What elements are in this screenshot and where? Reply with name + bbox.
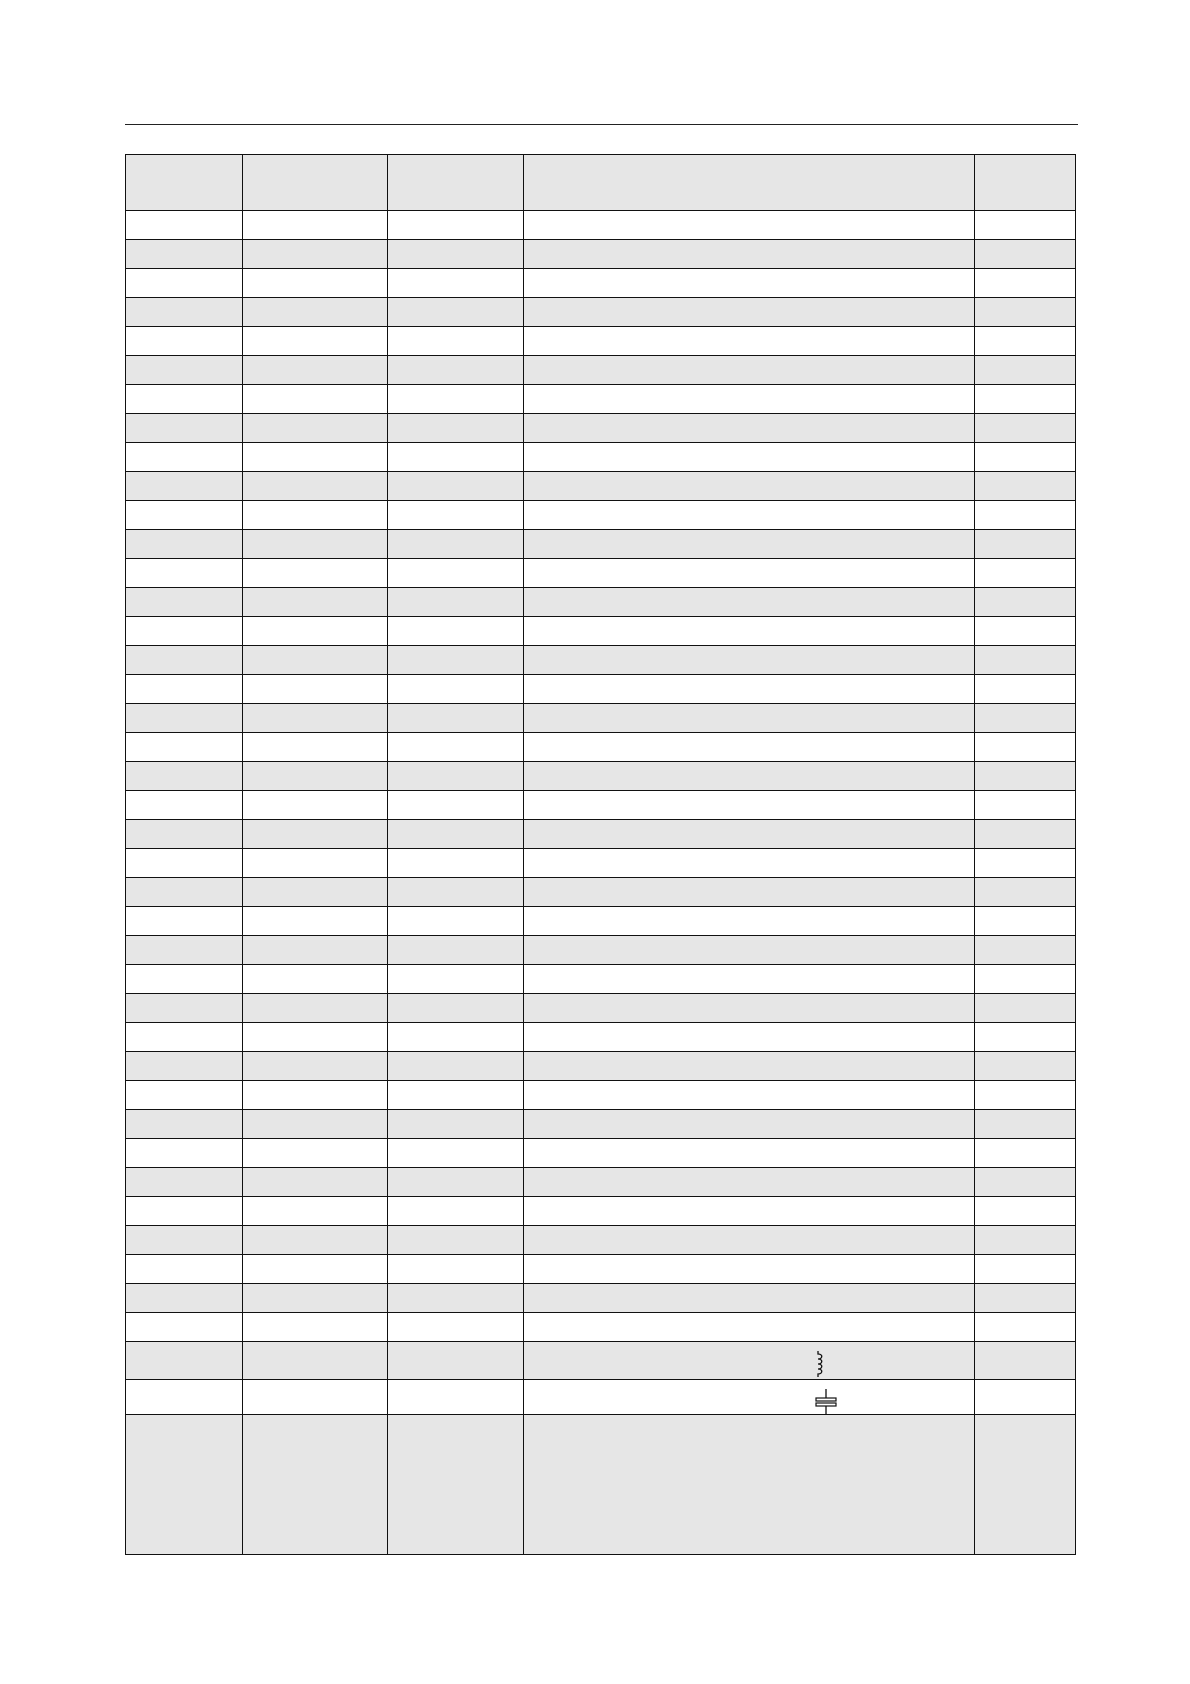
table-cell (126, 1023, 243, 1052)
table-row (126, 240, 1076, 269)
table-cell (524, 1052, 975, 1081)
table-cell (388, 733, 524, 762)
table-cell (975, 1284, 1076, 1313)
table-cell (975, 907, 1076, 936)
table-cell (243, 907, 388, 936)
table-row (126, 1052, 1076, 1081)
table-cell (524, 559, 975, 588)
table-row (126, 327, 1076, 356)
table-cell (975, 762, 1076, 791)
table-cell (243, 559, 388, 588)
table-cell (126, 1380, 243, 1415)
table-row (126, 646, 1076, 675)
table-cell (388, 385, 524, 414)
parts-table (125, 154, 1076, 1555)
table-cell (975, 414, 1076, 443)
table-cell (524, 1313, 975, 1342)
table-cell (975, 1313, 1076, 1342)
table-cell (975, 501, 1076, 530)
table-cell (524, 530, 975, 559)
table-cell (975, 820, 1076, 849)
table-cell (524, 356, 975, 385)
table-cell (524, 1139, 975, 1168)
table-cell (975, 1342, 1076, 1380)
table-row (126, 849, 1076, 878)
table-row (126, 414, 1076, 443)
table-cell (388, 1226, 524, 1255)
table-cell (243, 240, 388, 269)
table-row (126, 1081, 1076, 1110)
table-row (126, 675, 1076, 704)
table-cell (388, 443, 524, 472)
table-cell (524, 994, 975, 1023)
table-cell (524, 878, 975, 907)
table-row (126, 298, 1076, 327)
table-cell (975, 356, 1076, 385)
table-cell (388, 617, 524, 646)
table-cell (975, 269, 1076, 298)
table-cell (388, 356, 524, 385)
table-cell (126, 1313, 243, 1342)
table-row (126, 994, 1076, 1023)
table-cell (975, 878, 1076, 907)
table-cell (524, 907, 975, 936)
table-row (126, 1226, 1076, 1255)
table-cell (524, 327, 975, 356)
table-cell (975, 646, 1076, 675)
table-cell (524, 1081, 975, 1110)
table-cell (126, 646, 243, 675)
table-row (126, 501, 1076, 530)
table-cell (975, 1380, 1076, 1415)
table-cell (126, 1110, 243, 1139)
table-cell (126, 588, 243, 617)
table-cell (388, 588, 524, 617)
table-cell (126, 675, 243, 704)
table-cell (975, 1081, 1076, 1110)
table-row (126, 878, 1076, 907)
table-cell (126, 443, 243, 472)
table-cell (975, 298, 1076, 327)
table-cell (243, 356, 388, 385)
table-cell (243, 1380, 388, 1415)
table-row (126, 791, 1076, 820)
table-cell (388, 1342, 524, 1380)
table-cell (243, 762, 388, 791)
table-row (126, 820, 1076, 849)
table-cell (126, 501, 243, 530)
table-cell (126, 1342, 243, 1380)
table-cell (243, 1139, 388, 1168)
table-cell (975, 211, 1076, 240)
table-cell (388, 1313, 524, 1342)
table-cell (243, 965, 388, 994)
table-cell (126, 907, 243, 936)
table-row (126, 530, 1076, 559)
table-row (126, 1139, 1076, 1168)
table-cell (243, 298, 388, 327)
table-cell (243, 414, 388, 443)
table-cell (126, 1255, 243, 1284)
table-cell (126, 1284, 243, 1313)
table-cell (126, 1197, 243, 1226)
table-cell (388, 559, 524, 588)
table-cell (524, 820, 975, 849)
table-cell (126, 849, 243, 878)
table-cell (243, 1255, 388, 1284)
table-cell (243, 646, 388, 675)
table-cell (388, 762, 524, 791)
table-cell (975, 530, 1076, 559)
table-cell (524, 675, 975, 704)
table-cell (243, 704, 388, 733)
table-cell (975, 443, 1076, 472)
table-cell (126, 733, 243, 762)
table-cell (388, 240, 524, 269)
header-cell (975, 155, 1076, 211)
table-cell (243, 1226, 388, 1255)
table-cell (524, 1342, 975, 1380)
table-cell (126, 704, 243, 733)
table-cell (388, 530, 524, 559)
table-cell (388, 1415, 524, 1555)
table-row (126, 1415, 1076, 1555)
table-row (126, 356, 1076, 385)
table-cell (524, 646, 975, 675)
table-cell (975, 704, 1076, 733)
table-cell (388, 1197, 524, 1226)
table-cell (243, 1342, 388, 1380)
table-cell (388, 1110, 524, 1139)
table-cell (126, 791, 243, 820)
table-cell (126, 327, 243, 356)
header-cell (126, 155, 243, 211)
table-cell (975, 385, 1076, 414)
table-cell (388, 269, 524, 298)
table-cell (524, 1255, 975, 1284)
table-row (126, 472, 1076, 501)
table-cell (388, 1168, 524, 1197)
table-cell (524, 240, 975, 269)
table-cell (388, 646, 524, 675)
table-cell (975, 1168, 1076, 1197)
table-cell (243, 1023, 388, 1052)
table-cell (524, 733, 975, 762)
table-cell (126, 356, 243, 385)
table-cell (975, 472, 1076, 501)
table-cell (975, 1052, 1076, 1081)
table-cell (126, 211, 243, 240)
table-row (126, 965, 1076, 994)
table-cell (524, 936, 975, 965)
table-cell (243, 1168, 388, 1197)
table-cell (126, 878, 243, 907)
table-cell (126, 1139, 243, 1168)
table-row (126, 269, 1076, 298)
table-cell (388, 1284, 524, 1313)
table-cell (524, 791, 975, 820)
table-cell (243, 1415, 388, 1555)
table-cell (126, 240, 243, 269)
table-cell (975, 327, 1076, 356)
table-cell (975, 1197, 1076, 1226)
page-header-rule (125, 124, 1078, 125)
table-cell (524, 443, 975, 472)
inductor-icon (811, 1350, 825, 1378)
table-cell (388, 1052, 524, 1081)
table-row (126, 559, 1076, 588)
table-cell (126, 298, 243, 327)
table-cell (524, 414, 975, 443)
table-cell (524, 965, 975, 994)
table-cell (388, 936, 524, 965)
table-cell (388, 704, 524, 733)
table-cell (975, 559, 1076, 588)
table-cell (126, 1081, 243, 1110)
table-row (126, 1110, 1076, 1139)
table-cell (524, 588, 975, 617)
table-row (126, 1380, 1076, 1415)
table-cell (243, 1052, 388, 1081)
table-cell (243, 1197, 388, 1226)
table-row (126, 385, 1076, 414)
table-cell (388, 1139, 524, 1168)
table-cell (975, 965, 1076, 994)
table-row (126, 1197, 1076, 1226)
table-cell (975, 791, 1076, 820)
table-cell (524, 1226, 975, 1255)
table-cell (388, 965, 524, 994)
table-row (126, 617, 1076, 646)
table-cell (126, 820, 243, 849)
table-cell (243, 617, 388, 646)
header-cell (243, 155, 388, 211)
table-cell (243, 472, 388, 501)
table-cell (524, 617, 975, 646)
table-cell (243, 791, 388, 820)
capacitor-icon (815, 1389, 837, 1415)
table-row (126, 1284, 1076, 1313)
table-cell (524, 211, 975, 240)
table-cell (975, 617, 1076, 646)
table-row (126, 443, 1076, 472)
table-cell (243, 327, 388, 356)
table-cell (388, 1023, 524, 1052)
table-cell (975, 1226, 1076, 1255)
table-cell (388, 849, 524, 878)
table-cell (388, 907, 524, 936)
table-row (126, 733, 1076, 762)
table-cell (975, 936, 1076, 965)
table-cell (126, 414, 243, 443)
table-cell (243, 733, 388, 762)
table-cell (126, 530, 243, 559)
table-cell (243, 443, 388, 472)
table-cell (524, 385, 975, 414)
table-cell (243, 675, 388, 704)
table-cell (388, 211, 524, 240)
table-cell (524, 298, 975, 327)
table-cell (126, 1168, 243, 1197)
table-cell (126, 1226, 243, 1255)
table-row (126, 1313, 1076, 1342)
table-cell (388, 878, 524, 907)
table-cell (975, 675, 1076, 704)
table-cell (524, 1197, 975, 1226)
table-cell (388, 994, 524, 1023)
table-cell (243, 994, 388, 1023)
table-cell (524, 1284, 975, 1313)
table-cell (524, 704, 975, 733)
table-cell (524, 849, 975, 878)
table-cell (975, 849, 1076, 878)
table-row (126, 907, 1076, 936)
table-cell (126, 472, 243, 501)
table-row (126, 1342, 1076, 1380)
table-cell (243, 820, 388, 849)
table-row (126, 762, 1076, 791)
table-cell (388, 1081, 524, 1110)
table-cell (388, 820, 524, 849)
table-cell (126, 617, 243, 646)
table-cell (524, 269, 975, 298)
table-row (126, 936, 1076, 965)
table-cell (524, 1168, 975, 1197)
table-cell (975, 588, 1076, 617)
table-row (126, 588, 1076, 617)
table-cell (243, 211, 388, 240)
table-cell (388, 1380, 524, 1415)
table-row (126, 1168, 1076, 1197)
table-cell (975, 240, 1076, 269)
table-cell (524, 1415, 975, 1555)
table-cell (388, 675, 524, 704)
table-cell (243, 269, 388, 298)
table-cell (975, 1415, 1076, 1555)
table-cell (524, 1023, 975, 1052)
table-cell (243, 849, 388, 878)
table-cell (388, 791, 524, 820)
table-cell (126, 1415, 243, 1555)
header-cell (524, 155, 975, 211)
table-cell (126, 1052, 243, 1081)
table-cell (243, 878, 388, 907)
table-cell (975, 1255, 1076, 1284)
table-cell (126, 385, 243, 414)
table-cell (388, 472, 524, 501)
table-cell (388, 327, 524, 356)
table-cell (243, 385, 388, 414)
table-cell (126, 994, 243, 1023)
table-cell (524, 472, 975, 501)
header-cell (388, 155, 524, 211)
table-cell (243, 530, 388, 559)
table-header-row (126, 155, 1076, 211)
table-cell (126, 269, 243, 298)
table-row (126, 1255, 1076, 1284)
table-cell (388, 1255, 524, 1284)
table-cell (975, 994, 1076, 1023)
table-cell (126, 936, 243, 965)
table-cell (524, 1110, 975, 1139)
table-cell (975, 1110, 1076, 1139)
table-cell (243, 1313, 388, 1342)
table-cell (243, 1284, 388, 1313)
table-cell (243, 1110, 388, 1139)
table-cell (126, 965, 243, 994)
table-row (126, 1023, 1076, 1052)
table-cell (388, 414, 524, 443)
table-cell (243, 1081, 388, 1110)
table-cell (243, 936, 388, 965)
table-cell (975, 1139, 1076, 1168)
table-cell (388, 501, 524, 530)
table-cell (126, 762, 243, 791)
table-cell (524, 1380, 975, 1415)
table-cell (243, 588, 388, 617)
table-cell (126, 559, 243, 588)
table-cell (524, 501, 975, 530)
table-cell (388, 298, 524, 327)
table-cell (243, 501, 388, 530)
table-row (126, 211, 1076, 240)
table-row (126, 704, 1076, 733)
table-cell (975, 1023, 1076, 1052)
table-cell (524, 762, 975, 791)
table-cell (975, 733, 1076, 762)
